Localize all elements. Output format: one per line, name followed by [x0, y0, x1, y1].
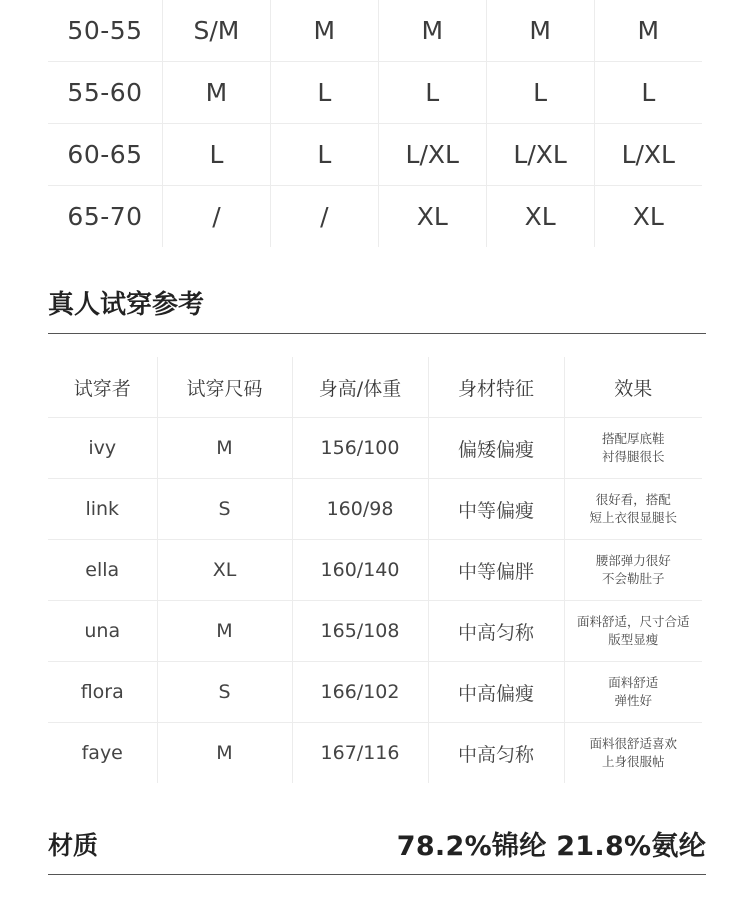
- table-header-row: [48, 357, 702, 418]
- table-row: [48, 62, 702, 124]
- column-header-wearer: 试穿者: [48, 357, 157, 418]
- effect-line: 短上衣很显腿长: [589, 510, 677, 525]
- wearer-size: M: [157, 723, 292, 784]
- size-cell: L/XL: [378, 124, 486, 186]
- size-cell: /: [163, 186, 271, 248]
- size-cell: L: [270, 124, 378, 186]
- size-cell: XL: [632, 202, 664, 231]
- table-row: [48, 418, 702, 479]
- column-header-height-weight: 身高/体重: [292, 357, 428, 418]
- column-header-figure: 身材特征: [428, 357, 564, 418]
- wearer-size: M: [157, 601, 292, 662]
- wearer-height-weight: 166/102: [292, 662, 428, 723]
- wearer-name: faye: [48, 723, 157, 784]
- wearer-height-weight: 160/98: [292, 479, 428, 540]
- size-cell: L: [270, 62, 378, 124]
- size-cell: XL: [378, 186, 486, 248]
- table-row: [48, 0, 702, 62]
- section-divider: [48, 333, 706, 334]
- table-row: [48, 540, 702, 601]
- wearer-figure: 偏矮偏瘦: [428, 418, 564, 479]
- size-cell: M: [594, 0, 702, 62]
- wearer-height-weight: 167/116: [292, 723, 428, 784]
- wearer-size: S: [157, 479, 292, 540]
- column-header-size: 试穿尺码: [157, 357, 292, 418]
- table-row: [48, 186, 702, 248]
- size-cell: L: [486, 62, 594, 124]
- size-cell: S/M: [163, 0, 271, 62]
- wearer-size: XL: [157, 540, 292, 601]
- table-row: [48, 479, 702, 540]
- wearer-figure: 中高匀称: [428, 723, 564, 784]
- effect-line: 版型显瘦: [608, 632, 659, 647]
- size-chart-table: [48, 0, 702, 247]
- size-cell: L/XL: [486, 124, 594, 186]
- wearer-effect: [564, 540, 702, 601]
- effect-line: 搭配厚底鞋: [601, 431, 665, 446]
- size-cell: L/XL: [594, 124, 702, 186]
- size-cell: L: [163, 124, 271, 186]
- wearer-height-weight: 156/100: [292, 418, 428, 479]
- effect-line: 不会勒肚子: [601, 571, 665, 586]
- effect-line: 面料很舒适喜欢: [589, 736, 677, 751]
- effect-line: 很好看，搭配: [595, 492, 671, 507]
- wearer-size: M: [157, 418, 292, 479]
- wearer-size: S: [157, 662, 292, 723]
- size-cell: L: [594, 62, 702, 124]
- tryon-section-title: 真人试穿参考: [48, 290, 205, 320]
- tryon-table: [48, 357, 702, 783]
- wearer-name: ella: [48, 540, 157, 601]
- table-row: [48, 662, 702, 723]
- wearer-height-weight: 160/140: [292, 540, 428, 601]
- wearer-effect: [564, 662, 702, 723]
- wearer-figure: 中高偏瘦: [428, 662, 564, 723]
- wearer-height-weight: 165/108: [292, 601, 428, 662]
- wearer-name: link: [48, 479, 157, 540]
- size-cell: M: [163, 62, 271, 124]
- wearer-effect: [564, 601, 702, 662]
- wearer-figure: 中等偏瘦: [428, 479, 564, 540]
- size-cell: L: [378, 62, 486, 124]
- wearer-figure: 中高匀称: [428, 601, 564, 662]
- wearer-figure: 中等偏胖: [428, 540, 564, 601]
- weight-range-cell: 55-60: [48, 62, 163, 124]
- effect-line: 衬得腿很长: [601, 449, 665, 464]
- size-cell: M: [270, 0, 378, 62]
- weight-range-cell: 65-70: [48, 186, 163, 248]
- effect-line: 面料舒适: [608, 675, 659, 690]
- weight-range-cell: 50-55: [48, 0, 163, 62]
- column-header-effect: 效果: [564, 357, 702, 418]
- wearer-effect: [564, 723, 702, 784]
- weight-range-cell: 60-65: [48, 124, 163, 186]
- size-cell: /: [270, 186, 378, 248]
- effect-line: 腰部弹力很好: [595, 553, 671, 568]
- wearer-name: ivy: [48, 418, 157, 479]
- table-row: [48, 601, 702, 662]
- effect-line: 面料舒适，尺寸合适: [576, 614, 690, 629]
- size-cell: M: [486, 0, 594, 62]
- table-row: [48, 124, 702, 186]
- wearer-name: una: [48, 601, 157, 662]
- effect-line: 上身很服帖: [601, 754, 665, 769]
- wearer-effect: [564, 479, 702, 540]
- wearer-name: flora: [48, 662, 157, 723]
- table-row: [48, 723, 702, 784]
- size-cell: M: [378, 0, 486, 62]
- effect-line: 弹性好: [614, 693, 652, 708]
- material-label: 材质: [48, 831, 99, 860]
- size-cell: XL: [486, 186, 594, 248]
- wearer-effect: [564, 418, 702, 479]
- material-value: 78.2%锦纶 21.8%氨纶: [396, 831, 706, 862]
- section-divider: [48, 874, 706, 875]
